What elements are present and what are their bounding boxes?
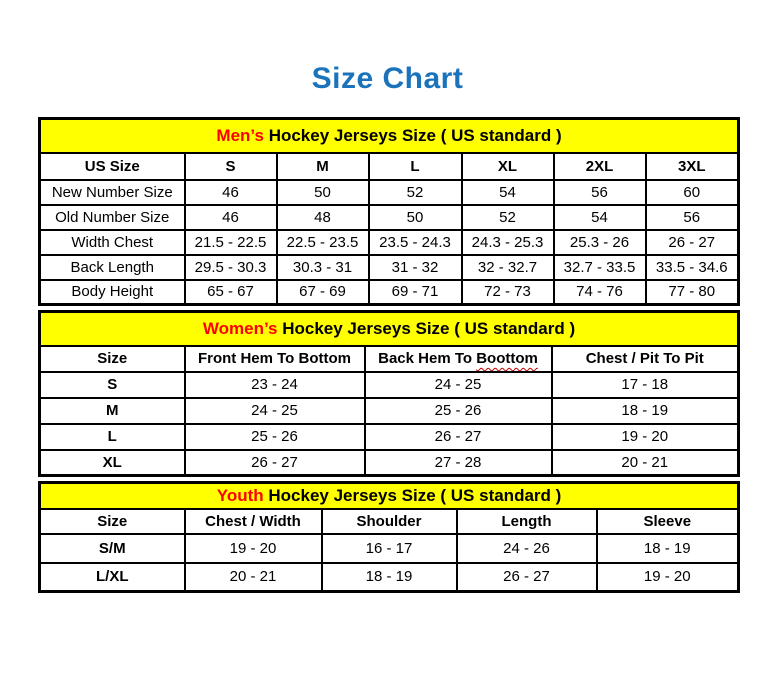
youth-band-row: [40, 483, 739, 509]
mens-col-header: L: [369, 153, 462, 180]
mens-value-cell: 54: [554, 205, 646, 230]
mens-header-row: [40, 153, 739, 180]
womens-value-cell: 20 - 21: [552, 450, 739, 476]
womens-data-row: [40, 398, 739, 424]
youth-value-cell: 19 - 20: [597, 563, 739, 592]
mens-value-cell: 77 - 80: [646, 280, 739, 305]
youth-row-label: L/XL: [40, 563, 185, 592]
youth-col-header: Chest / Width: [185, 509, 322, 534]
womens-data-row: [40, 424, 739, 450]
mens-value-cell: 46: [185, 205, 277, 230]
mens-value-cell: 32.7 - 33.5: [554, 255, 646, 280]
womens-value-cell: 24 - 25: [185, 398, 365, 424]
size-chart-page: [38, 0, 737, 593]
womens-value-cell: 27 - 28: [365, 450, 552, 476]
womens-size-table: [38, 310, 740, 477]
mens-band-title: [40, 119, 739, 153]
youth-value-cell: 20 - 21: [185, 563, 322, 592]
mens-value-cell: 65 - 67: [185, 280, 277, 305]
mens-col-header: 3XL: [646, 153, 739, 180]
womens-band-row: [40, 312, 739, 346]
youth-col-header: Length: [457, 509, 597, 534]
youth-value-cell: 16 - 17: [322, 534, 457, 563]
mens-row-label: New Number Size: [40, 180, 185, 205]
mens-value-cell: 46: [185, 180, 277, 205]
womens-band-rest-text: Hockey Jerseys Size ( US standard ): [277, 318, 576, 338]
youth-col-header: Sleeve: [597, 509, 739, 534]
mens-col-header: 2XL: [554, 153, 646, 180]
mens-value-cell: 50: [369, 205, 462, 230]
womens-row-label: S: [40, 372, 185, 398]
youth-data-row: [40, 563, 739, 592]
page-title: Size Chart: [311, 62, 464, 95]
youth-col-header: Shoulder: [322, 509, 457, 534]
mens-band-accent-word: Men’s: [216, 125, 264, 145]
youth-value-cell: 18 - 19: [597, 534, 739, 563]
mens-value-cell: 31 - 32: [369, 255, 462, 280]
tables-container: [38, 117, 737, 593]
mens-value-cell: 52: [369, 180, 462, 205]
mens-value-cell: 72 - 73: [462, 280, 554, 305]
mens-value-cell: 30.3 - 31: [277, 255, 369, 280]
mens-value-cell: 67 - 69: [277, 280, 369, 305]
mens-value-cell: 50: [277, 180, 369, 205]
mens-value-cell: 23.5 - 24.3: [369, 230, 462, 255]
womens-value-cell: 25 - 26: [185, 424, 365, 450]
youth-data-row: [40, 534, 739, 563]
mens-data-row: [40, 230, 739, 255]
mens-value-cell: 74 - 76: [554, 280, 646, 305]
mens-row-label: Old Number Size: [40, 205, 185, 230]
mens-value-cell: 33.5 - 34.6: [646, 255, 739, 280]
youth-band-accent-word: Youth: [216, 485, 264, 505]
womens-value-cell: 26 - 27: [365, 424, 552, 450]
womens-value-cell: 26 - 27: [185, 450, 365, 476]
mens-value-cell: 25.3 - 26: [554, 230, 646, 255]
youth-header-row: [40, 509, 739, 534]
mens-row-label: Back Length: [40, 255, 185, 280]
mens-value-cell: 60: [646, 180, 739, 205]
youth-size-table: [38, 481, 740, 593]
womens-band-title: [40, 312, 739, 346]
mens-value-cell: 24.3 - 25.3: [462, 230, 554, 255]
womens-value-cell: 17 - 18: [552, 372, 739, 398]
youth-col-header: Size: [40, 509, 185, 534]
mens-value-cell: 21.5 - 22.5: [185, 230, 277, 255]
youth-value-cell: 19 - 20: [185, 534, 322, 563]
mens-value-cell: 32 - 32.7: [462, 255, 554, 280]
womens-row-label: L: [40, 424, 185, 450]
mens-col-header: M: [277, 153, 369, 180]
mens-value-cell: 56: [554, 180, 646, 205]
mens-data-row: [40, 180, 739, 205]
womens-row-label: M: [40, 398, 185, 424]
mens-value-cell: 56: [646, 205, 739, 230]
mens-row-label: Body Height: [40, 280, 185, 305]
mens-col-header: S: [185, 153, 277, 180]
youth-band-rest-text: Hockey Jerseys Size ( US standard ): [263, 485, 562, 505]
womens-data-row: [40, 450, 739, 476]
womens-header-row: [40, 346, 739, 372]
womens-value-cell: 24 - 25: [365, 372, 552, 398]
womens-value-cell: 19 - 20: [552, 424, 739, 450]
mens-band-rest-text: Hockey Jerseys Size ( US standard ): [263, 125, 562, 145]
youth-value-cell: 26 - 27: [457, 563, 597, 592]
womens-col-header-text: Back Hem To: [378, 350, 477, 367]
mens-data-row: [40, 205, 739, 230]
womens-col-header: Size: [40, 346, 185, 372]
mens-value-cell: 52: [462, 205, 554, 230]
womens-col-header: Chest / Pit To Pit: [552, 346, 739, 372]
womens-value-cell: 18 - 19: [552, 398, 739, 424]
mens-value-cell: 26 - 27: [646, 230, 739, 255]
womens-value-cell: 25 - 26: [365, 398, 552, 424]
mens-value-cell: 48: [277, 205, 369, 230]
mens-data-row: [40, 280, 739, 305]
womens-col-header: Front Hem To Bottom: [185, 346, 365, 372]
youth-row-label: S/M: [40, 534, 185, 563]
mens-data-row: [40, 255, 739, 280]
mens-col-header: US Size: [40, 153, 185, 180]
womens-value-cell: 23 - 24: [185, 372, 365, 398]
mens-band-row: [40, 119, 739, 153]
mens-value-cell: 69 - 71: [369, 280, 462, 305]
youth-value-cell: 18 - 19: [322, 563, 457, 592]
womens-row-label: XL: [40, 450, 185, 476]
mens-size-table: [38, 117, 740, 306]
youth-band-title: [40, 483, 739, 509]
womens-col-header: [365, 346, 552, 372]
mens-col-header: XL: [462, 153, 554, 180]
mens-value-cell: 29.5 - 30.3: [185, 255, 277, 280]
womens-data-row: [40, 372, 739, 398]
womens-band-accent-word: Women’s: [202, 318, 278, 338]
youth-value-cell: 24 - 26: [457, 534, 597, 563]
mens-value-cell: 54: [462, 180, 554, 205]
spellcheck-underlined-word: Boottom: [476, 350, 538, 367]
mens-value-cell: 22.5 - 23.5: [277, 230, 369, 255]
mens-row-label: Width Chest: [40, 230, 185, 255]
